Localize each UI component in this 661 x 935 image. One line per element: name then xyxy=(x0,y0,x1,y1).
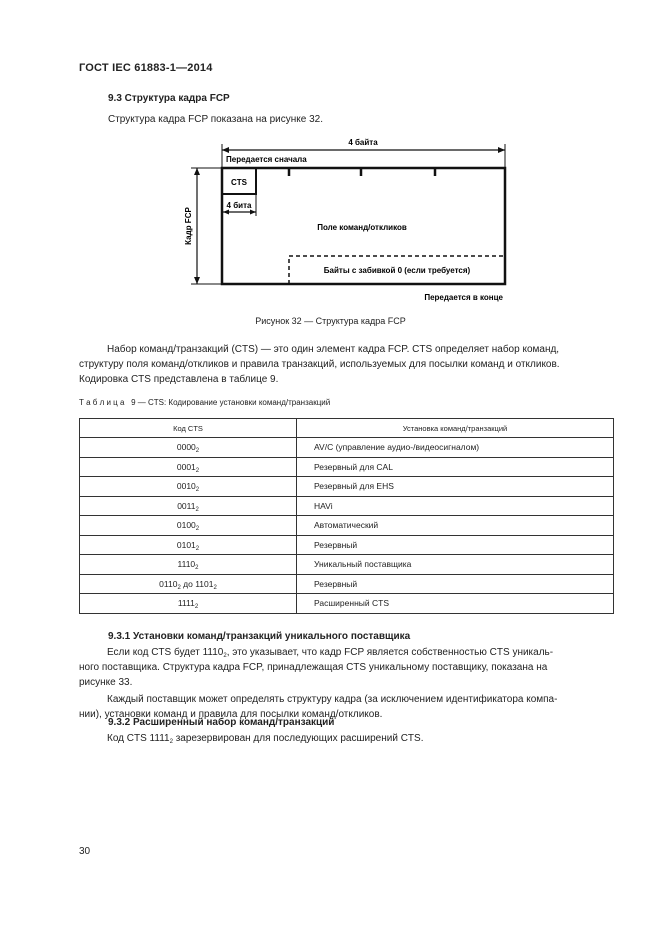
setting-cell: Резервный xyxy=(297,535,614,555)
width-arrow-right xyxy=(498,147,505,153)
paragraph-line: ного поставщика. Структура кадра FCP, принадлежащая CTS уникальному поставщику, показана на xyxy=(79,662,548,673)
figure-caption: Рисунок 32 — Структура кадра FCP xyxy=(255,316,406,326)
paragraph-line: Набор команд/транзакций (CTS) — это один элемент кадра FCP. CTS определяет набор команд, xyxy=(107,344,560,355)
code-cell: $0000_2$ xyxy=(80,438,297,458)
paragraph-line: Если код CTS будет $1110_2$, это указывает, что кадр FCP является собственностью CTS уникаль- xyxy=(107,647,554,659)
table-row xyxy=(80,457,614,477)
code-cell: $0010_2$ xyxy=(80,477,297,497)
table-row xyxy=(80,535,614,555)
fcp-frame-diagram xyxy=(175,130,515,310)
paragraph-line: нии), установки команд и правила для посылки команд/откликов. xyxy=(79,709,383,720)
bottom-label: Передается в конце xyxy=(424,293,503,302)
paragraph-line: Каждый поставщик может определять структуру кадра (за исключением идентификатора компа- xyxy=(107,694,558,705)
code-cell: $0101_2$ xyxy=(80,535,297,555)
table-row xyxy=(80,516,614,536)
paragraph-line: Кодировка CTS представлена в таблице 9. xyxy=(79,374,279,385)
subsection-paragraph-931 xyxy=(79,645,614,722)
table-header-row xyxy=(80,419,614,438)
table-caption-text: 9 — CTS: Кодирование установки команд/транзакций xyxy=(131,398,331,407)
table-row xyxy=(80,574,614,594)
code-cell: $1110_2$ xyxy=(80,555,297,575)
section-heading: 9.3 Структура кадра FCP xyxy=(108,93,230,104)
cts-size-label: 4 бита xyxy=(226,201,252,210)
table-caption-prefix: Т а б л и ц а xyxy=(79,398,125,407)
setting-cell: HAVi xyxy=(297,496,614,516)
body-paragraph xyxy=(79,342,614,387)
setting-cell: Уникальный поставщика xyxy=(297,555,614,575)
subsection-heading-931: 9.3.1 Установки команд/транзакций уникального поставщика xyxy=(108,631,411,642)
table-row xyxy=(80,477,614,497)
document-header: ГОСТ IEC 61883-1—2014 xyxy=(79,62,213,74)
table-row xyxy=(80,555,614,575)
top-label: Передается сначала xyxy=(226,155,307,164)
setting-cell: Автоматический xyxy=(297,516,614,536)
cts-label: CTS xyxy=(231,178,247,187)
code-cell: $0100_2$ xyxy=(80,516,297,536)
subsection-paragraph-932: Код CTS $1111_2$ зарезервирован для последующих расширений CTS. xyxy=(107,733,424,745)
setting-cell: AV/C (управление аудио-/видеосигналом) xyxy=(297,438,614,458)
table-caption xyxy=(79,398,330,407)
setting-cell: Резервный для CAL xyxy=(297,457,614,477)
table-row xyxy=(80,438,614,458)
width-label: 4 байта xyxy=(348,138,378,147)
column-header-setting: Установка команд/транзакций xyxy=(297,419,614,438)
width-arrow-left xyxy=(222,147,229,153)
code-cell: $1111_2$ xyxy=(80,594,297,614)
section-intro: Структура кадра FCP показана на рисунке 32. xyxy=(108,114,323,125)
subsection-heading-932: 9.3.2 Расширенный набор команд/транзакций xyxy=(108,717,335,728)
page-number: 30 xyxy=(79,846,91,857)
code-cell: $0011_2$ xyxy=(80,496,297,516)
field-label: Поле команд/откликов xyxy=(317,223,407,232)
setting-cell: Расширенный CTS xyxy=(297,594,614,614)
setting-cell: Резервный для EHS xyxy=(297,477,614,497)
column-header-code: Код CTS xyxy=(80,419,297,438)
paragraph-line: рисунке 33. xyxy=(79,677,133,688)
vertical-label: Кадр FCP xyxy=(184,207,193,245)
cts-table xyxy=(79,418,614,614)
paragraph-line: структуру поля команд/откликов и правила транзакций, используемых для посылки команд и откликов. xyxy=(79,359,560,370)
table-row xyxy=(80,594,614,614)
setting-cell: Резервный xyxy=(297,574,614,594)
code-cell: $0110_2$ до $1101_2$ xyxy=(80,574,297,594)
code-cell: $0001_2$ xyxy=(80,457,297,477)
table-row xyxy=(80,496,614,516)
padding-label: Байты с забивкой 0 (если требуется) xyxy=(323,266,471,275)
